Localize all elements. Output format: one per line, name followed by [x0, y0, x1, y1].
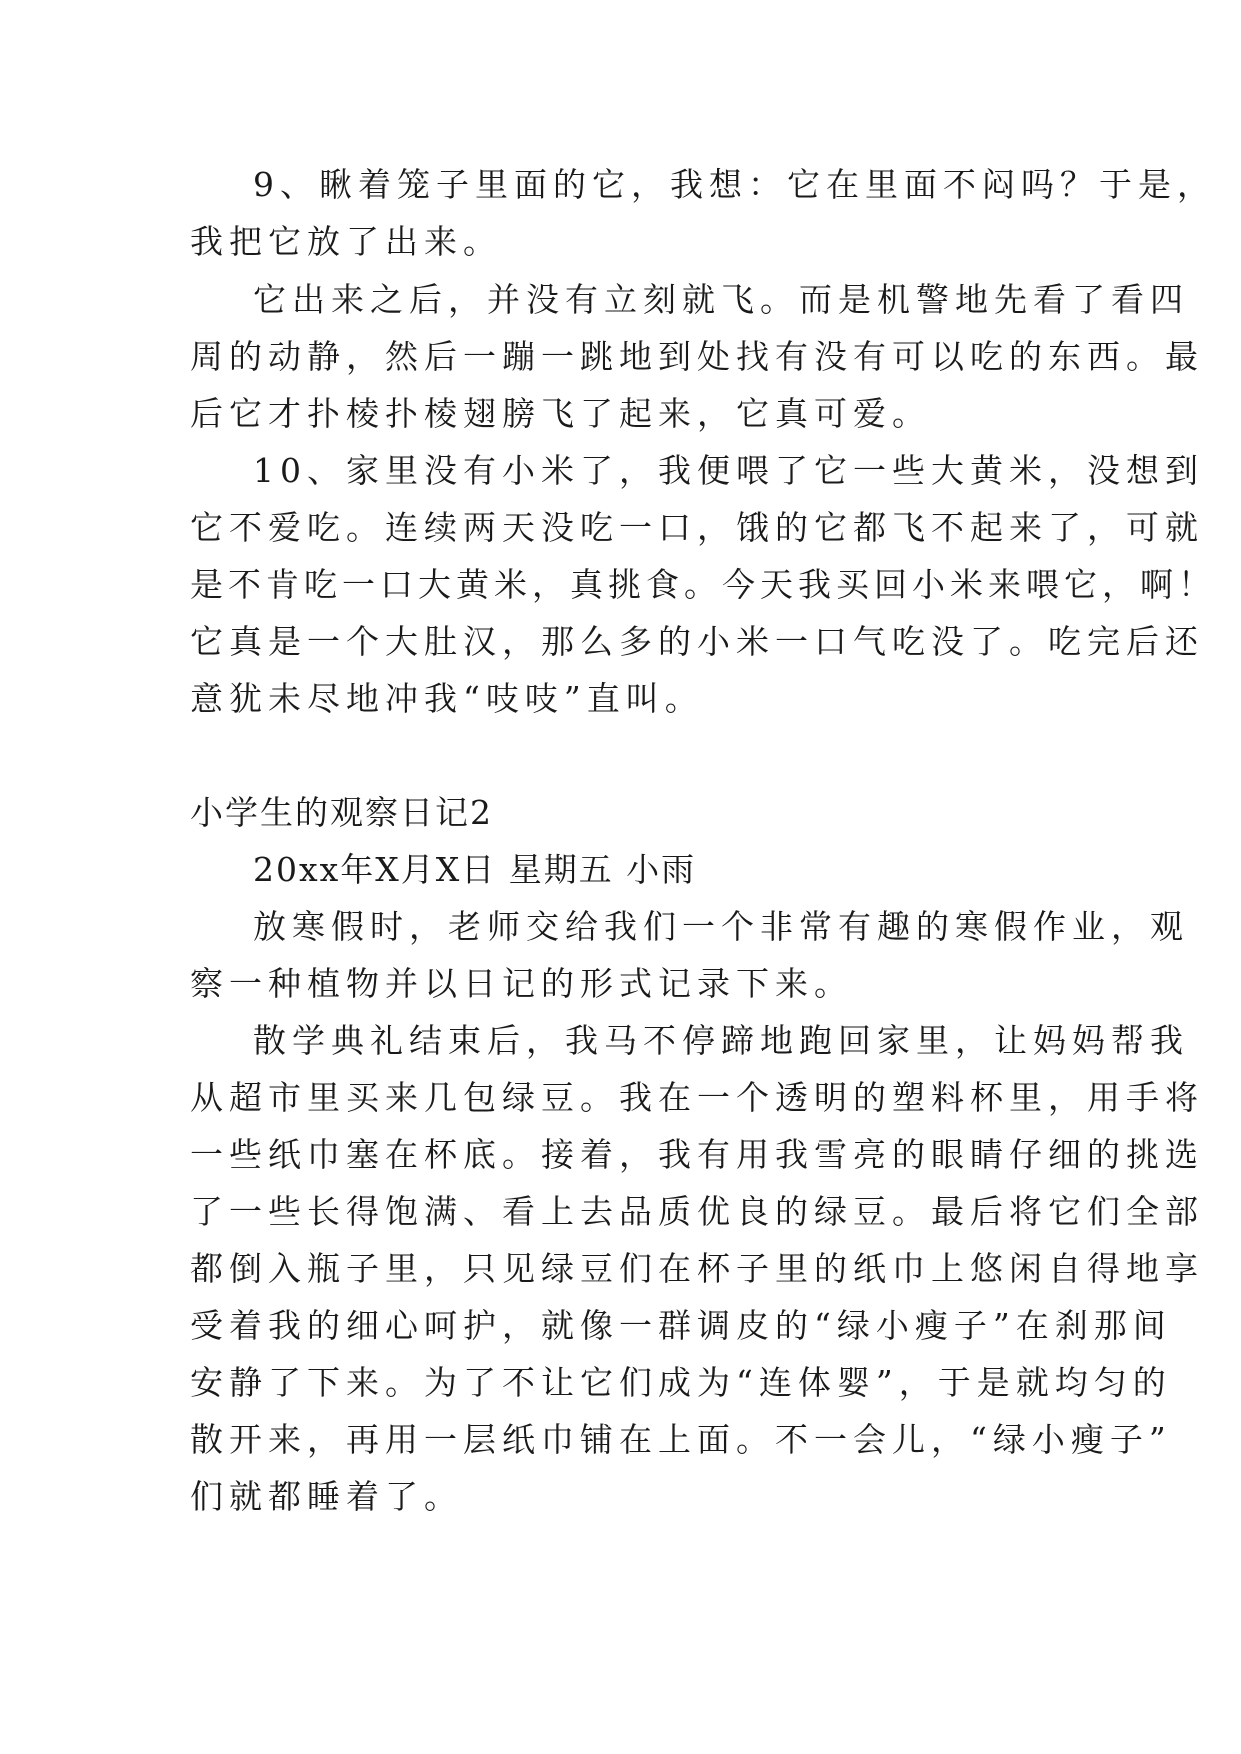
- paragraph-line: 一些纸巾塞在杯底。接着，我有用我雪亮的眼睛仔细的挑选: [190, 1135, 1204, 1174]
- paragraph-line: 都倒入瓶子里，只见绿豆们在杯子里的纸巾上悠闲自得地享: [190, 1249, 1204, 1288]
- paragraph-line: 散开来，再用一层纸巾铺在上面。不一会儿，“绿小瘦子”: [190, 1420, 1172, 1459]
- paragraph-line: 周的动静，然后一蹦一跳地到处找有没有可以吃的东西。最: [190, 337, 1204, 376]
- paragraph-line: 9、瞅着笼子里面的它，我想：它在里面不闷吗？于是，: [253, 165, 1216, 204]
- paragraph-line: 们就都睡着了。: [190, 1477, 463, 1516]
- paragraph-line: 安静了下来。为了不让它们成为“连体婴”，于是就均匀的: [190, 1363, 1172, 1402]
- paragraph-line: 它真是一个大肚汉，那么多的小米一口气吃没了。吃完后还: [190, 622, 1204, 661]
- paragraph-line: 了一些长得饱满、看上去品质优良的绿豆。最后将它们全部: [190, 1192, 1204, 1231]
- paragraph-line: 是不肯吃一口大黄米，真挑食。今天我买回小米来喂它，啊！: [190, 565, 1216, 604]
- paragraph-line: 放寒假时，老师交给我们一个非常有趣的寒假作业，观: [253, 907, 1189, 946]
- paragraph-line: 10、家里没有小米了，我便喂了它一些大黄米，没想到: [253, 451, 1204, 490]
- paragraph-line: 察一种植物并以日记的形式记录下来。: [190, 964, 853, 1003]
- paragraph-line: 散学典礼结束后，我马不停蹄地跑回家里，让妈妈帮我: [253, 1021, 1189, 1060]
- paragraph-line: 受着我的细心呵护，就像一群调皮的“绿小瘦子”在刹那间: [190, 1306, 1172, 1345]
- paragraph-line: 它出来之后，并没有立刻就飞。而是机警地先看了看四: [253, 280, 1189, 319]
- section-heading: 小学生的观察日记2: [190, 793, 493, 832]
- paragraph-line: 它不爱吃。连续两天没吃一口，饿的它都飞不起来了，可就: [190, 508, 1204, 547]
- paragraph-line: 我把它放了出来。: [190, 222, 502, 261]
- date-line: 20xx年X月X日 星期五 小雨: [253, 850, 697, 889]
- paragraph-line: 从超市里买来几包绿豆。我在一个透明的塑料杯里，用手将: [190, 1078, 1204, 1117]
- paragraph-line: 意犹未尽地冲我“吱吱”直叫。: [190, 679, 704, 718]
- paragraph-line: 后它才扑棱扑棱翅膀飞了起来，它真可爱。: [190, 394, 931, 433]
